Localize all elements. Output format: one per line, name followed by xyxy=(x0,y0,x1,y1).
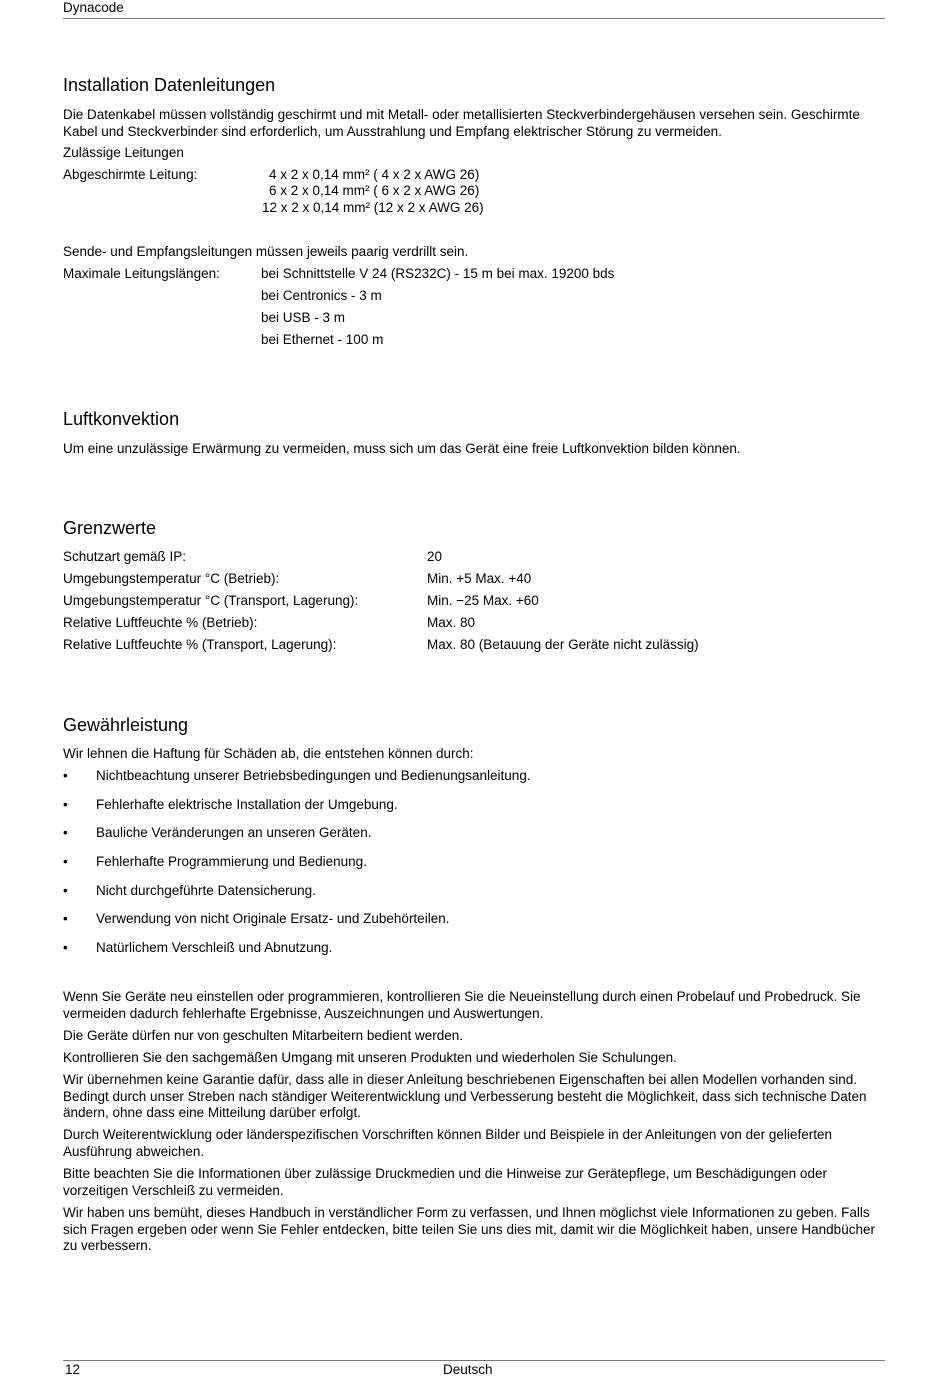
limit-label: Relative Luftfeuchte % (Betrieb): xyxy=(63,615,258,630)
bullet-icon: • xyxy=(63,911,68,926)
bullet-icon: • xyxy=(63,768,68,783)
section-title-installation: Installation Datenleitungen xyxy=(63,75,276,95)
list-item-text: Fehlerhafte elektrische Installation der Umgebung. xyxy=(96,797,398,812)
limit-label: Umgebungstemperatur °C (Transport, Lagerung): xyxy=(63,593,359,608)
luftkonvektion-text: Um eine unzulässige Erwärmung zu vermeiden, muss sich um das Gerät eine freie Luftkonvektion bilden können. xyxy=(63,441,741,456)
section-title-gewaehrleistung: Gewährleistung xyxy=(63,715,189,735)
footer-language: Deutsch xyxy=(443,1362,493,1377)
bullet-icon: • xyxy=(63,825,68,840)
list-item-text: Bauliche Veränderungen an unseren Geräten. xyxy=(96,825,372,840)
section-title-grenzwerte: Grenzwerte xyxy=(63,518,157,538)
page-footer xyxy=(63,1360,885,1391)
warranty-paragraph: Bitte beachten Sie die Informationen über zulässige Druckmedien und die Hinweise zur Gerätepflege, um Beschädigungen oder vorzeitigen Verschleiß zu vermeiden. xyxy=(63,1166,827,1198)
warranty-paragraph: Die Geräte dürfen nur von geschulten Mitarbeitern bedient werden. xyxy=(63,1028,463,1043)
warranty-intro: Wir lehnen die Haftung für Schäden ab, die entstehen können durch: xyxy=(63,746,474,761)
list-item-text: Nicht durchgeführte Datensicherung. xyxy=(96,883,316,898)
cable-spec: 12 x 2 x 0,14 mm² (12 x 2 x AWG 26) xyxy=(262,200,484,215)
bullet-icon: • xyxy=(63,883,68,898)
max-length-label: Maximale Leitungslängen: xyxy=(63,266,220,281)
shielded-cable-label: Abgeschirmte Leitung: xyxy=(63,167,198,182)
warranty-paragraph: Wenn Sie Geräte neu einstellen oder programmieren, kontrollieren Sie die Neueinstellung durch einen Probelauf und Probedruck. Sie vermeiden dadurch fehlerhafte Ergebnisse, Auszeichnungen und Auswertungen. xyxy=(63,989,861,1021)
limit-value: Max. 80 (Betauung der Geräte nicht zulässig) xyxy=(427,637,699,652)
warranty-paragraph: Durch Weiterentwicklung oder länderspezifischen Vorschriften können Bilder und Beispiele in der Anleitungen von der gelieferten Ausführung abweichen. xyxy=(63,1127,832,1159)
limit-value: Min. +5 Max. +40 xyxy=(427,571,532,586)
bullet-icon: • xyxy=(63,797,68,812)
twisted-pair-note: Sende- und Empfangsleitungen müssen jeweils paarig verdrillt sein. xyxy=(63,244,469,259)
list-item-text: Nichtbeachtung unserer Betriebsbedingungen und Bedienungsanleitung. xyxy=(96,768,531,783)
warranty-paragraph: Wir übernehmen keine Garantie dafür, dass alle in dieser Anleitung beschriebenen Eigenschaften bei allen Modellen vorhanden sind. Bedingt durch unser Streben nach ständiger Weiterentwicklung und Verbesserung besteht die Möglichkeit, dass sich technische Daten ändern, ohne dass eine Mitteilung darüber erfolgt. xyxy=(63,1072,867,1120)
allowed-cables-label: Zulässige Leitungen xyxy=(63,145,184,160)
section-title-luftkonvektion: Luftkonvektion xyxy=(63,409,180,429)
list-item-text: Fehlerhafte Programmierung und Bedienung. xyxy=(96,854,367,869)
list-item-text: Natürlichem Verschleiß und Abnutzung. xyxy=(96,940,333,955)
cable-spec: 4 x 2 x 0,14 mm² ( 4 x 2 x AWG 26) xyxy=(269,167,480,182)
page-header xyxy=(63,0,885,19)
bullet-icon: • xyxy=(63,940,68,955)
limit-value: Min. −25 Max. +60 xyxy=(427,593,539,608)
limit-label: Umgebungstemperatur °C (Betrieb): xyxy=(63,571,280,586)
installation-intro: Die Datenkabel müssen vollständig geschirmt und mit Metall- oder metallisierten Steckverbindergehäusen versehen sein. Geschirmte Kabel und Steckverbinder sind erforderlich, um Ausstrahlung und Empfang elektrischer Störung zu vermeiden. xyxy=(63,107,860,139)
max-length-item: bei Schnittstelle V 24 (RS232C) - 15 m bei max. 19200 bds xyxy=(261,266,615,281)
max-length-item: bei USB - 3 m xyxy=(261,310,346,325)
list-item-text: Verwendung von nicht Originale Ersatz- und Zubehörteilen. xyxy=(96,911,450,926)
bullet-icon: • xyxy=(63,854,68,869)
max-length-item: bei Ethernet - 100 m xyxy=(261,332,384,347)
limit-value: 20 xyxy=(427,549,443,564)
limit-label: Schutzart gemäß IP: xyxy=(63,549,187,564)
limit-label: Relative Luftfeuchte % (Transport, Lagerung): xyxy=(63,637,337,652)
max-length-item: bei Centronics - 3 m xyxy=(261,288,382,303)
cable-spec: 6 x 2 x 0,14 mm² ( 6 x 2 x AWG 26) xyxy=(269,183,480,198)
warranty-paragraph: Kontrollieren Sie den sachgemäßen Umgang mit unseren Produkten und wiederholen Sie Schulungen. xyxy=(63,1050,677,1065)
page-number: 12 xyxy=(65,1362,81,1377)
limit-value: Max. 80 xyxy=(427,615,476,630)
warranty-paragraph: Wir haben uns bemüht, dieses Handbuch in verständlicher Form zu verfassen, und Ihnen möglichst viele Informationen zu geben. Falls sich Fragen ergeben oder wenn Sie Fehler entdecken, bitte teilen Sie uns dies mit, damit wir die Möglichkeit haben, unsere Handbücher zu verbessern. xyxy=(63,1205,875,1253)
header-title: Dynacode xyxy=(63,0,124,15)
